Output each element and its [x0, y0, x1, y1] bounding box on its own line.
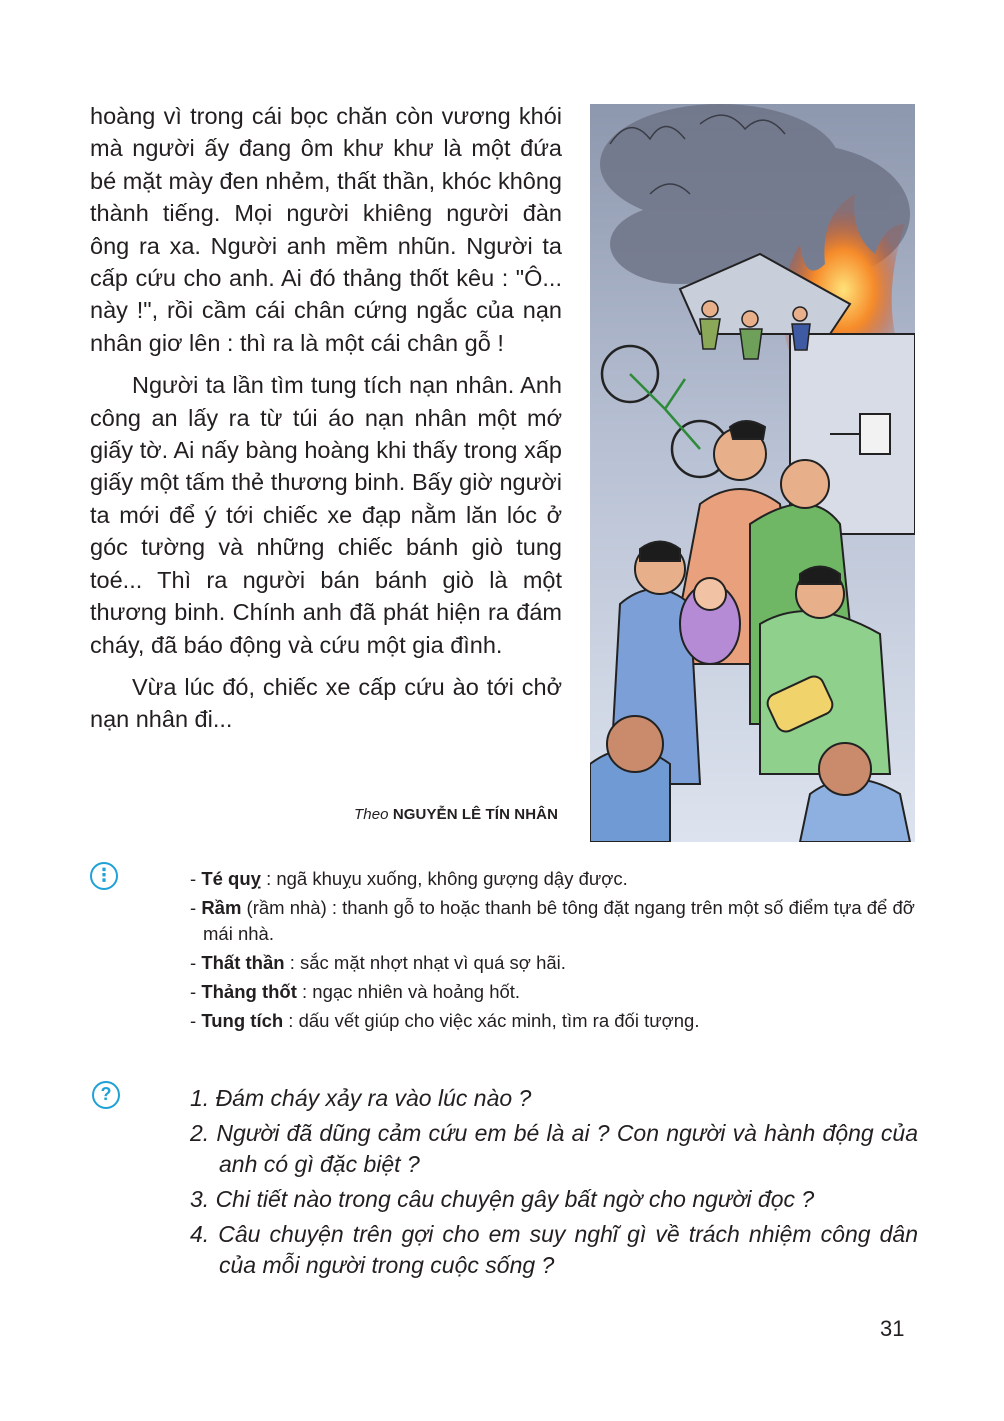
glossary-item: - Thảng thốt : ngạc nhiên và hoảng hốt.: [190, 981, 521, 1002]
question-item: 1. Đám cháy xảy ra vào lúc nào ?: [190, 1085, 532, 1111]
glossary-item: - Thất thần : sắc mặt nhợt nhạt vì quá sợ hãi.: [190, 952, 566, 973]
story-text: [90, 100, 562, 746]
glossary-item: - Té quỵ : ngã khuỵu xuống, không gượng dậy được.: [190, 868, 628, 889]
story-paragraph: hoàng vì trong cái bọc chăn còn vương khói mà người ấy đang ôm khư khư là một đứa bé mặt mày đen nhẻm, thất thần, khóc không thành tiếng. Mọi người khiêng người đàn ông ra xa. Người anh mềm nhũn. Người ta cấp cứu cho anh. Ai đó thảng thốt kêu : "Ô... này !", rồi cầm cái chân cứng ngắc của nạn nhân giơ lên : thì ra là một cái chân gỗ !: [90, 103, 562, 356]
author-credit: [300, 806, 558, 823]
question-item: 2. Người đã dũng cảm cứu em bé là ai ? Con người và hành động của anh có gì đặc biệt ?: [190, 1120, 918, 1177]
questions: [190, 1083, 918, 1285]
fire-rescue-illustration: [590, 104, 915, 842]
glossary-term: Thảng thốt: [201, 981, 297, 1002]
glossary-term: Té quỵ: [201, 868, 261, 889]
question-item: 3. Chi tiết nào trong câu chuyện gây bất ngờ cho người đọc ?: [190, 1186, 815, 1212]
glossary: [190, 866, 918, 1037]
story-paragraph: Vừa lúc đó, chiếc xe cấp cứu ào tới chở nạn nhân đi...: [90, 673, 562, 733]
dots-vertical-icon: ⋮: [90, 862, 118, 890]
glossary-item: - Rầm (rầm nhà) : thanh gỗ to hoặc thanh bê tông đặt ngang trên một số điểm tựa để đỡ mái nhà.: [190, 897, 915, 944]
story-paragraph: Người ta lần tìm tung tích nạn nhân. Anh công an lấy ra từ túi áo nạn nhân một mớ giấy tờ. Ai nấy bàng hoàng khi thấy trong xấp giấy một tấm thẻ thương binh. Bấy giờ người ta mới để ý tới chiếc xe đạp nằm lăn lóc ở góc tường và những chiếc bánh giò tung toé... Thì ra người bán bánh giò là một thương binh. Chính anh đã phát hiện ra đám cháy, đã báo động và cứu một gia đình.: [90, 372, 562, 658]
question-icon: ?: [92, 1081, 120, 1109]
glossary-definition: : dấu vết giúp cho việc xác minh, tìm ra đối tượng.: [283, 1010, 700, 1031]
page-number: 31: [880, 1316, 905, 1341]
credit-author: NGUYỄN LÊ TÍN NHÂN: [392, 806, 558, 823]
glossary-definition: (rầm nhà) : thanh gỗ to hoặc thanh bê tông đặt ngang trên một số điểm tựa để đỡ mái nhà.: [203, 897, 915, 944]
glossary-term: Tung tích: [201, 1010, 284, 1031]
glossary-term: Thất thần: [201, 952, 285, 973]
glossary-term: Rầm: [201, 897, 242, 918]
glossary-definition: : sắc mặt nhợt nhạt vì quá sợ hãi.: [284, 952, 566, 973]
credit-prefix: Theo: [353, 806, 389, 823]
glossary-item: - Tung tích : dấu vết giúp cho việc xác minh, tìm ra đối tượng.: [190, 1010, 700, 1031]
question-item: 4. Câu chuyện trên gợi cho em suy nghĩ gì về trách nhiệm công dân của mỗi người trong cuộc sống ?: [190, 1221, 918, 1278]
glossary-definition: : ngạc nhiên và hoảng hốt.: [296, 981, 521, 1002]
glossary-definition: : ngã khuỵu xuống, không gượng dậy được.: [260, 868, 628, 889]
